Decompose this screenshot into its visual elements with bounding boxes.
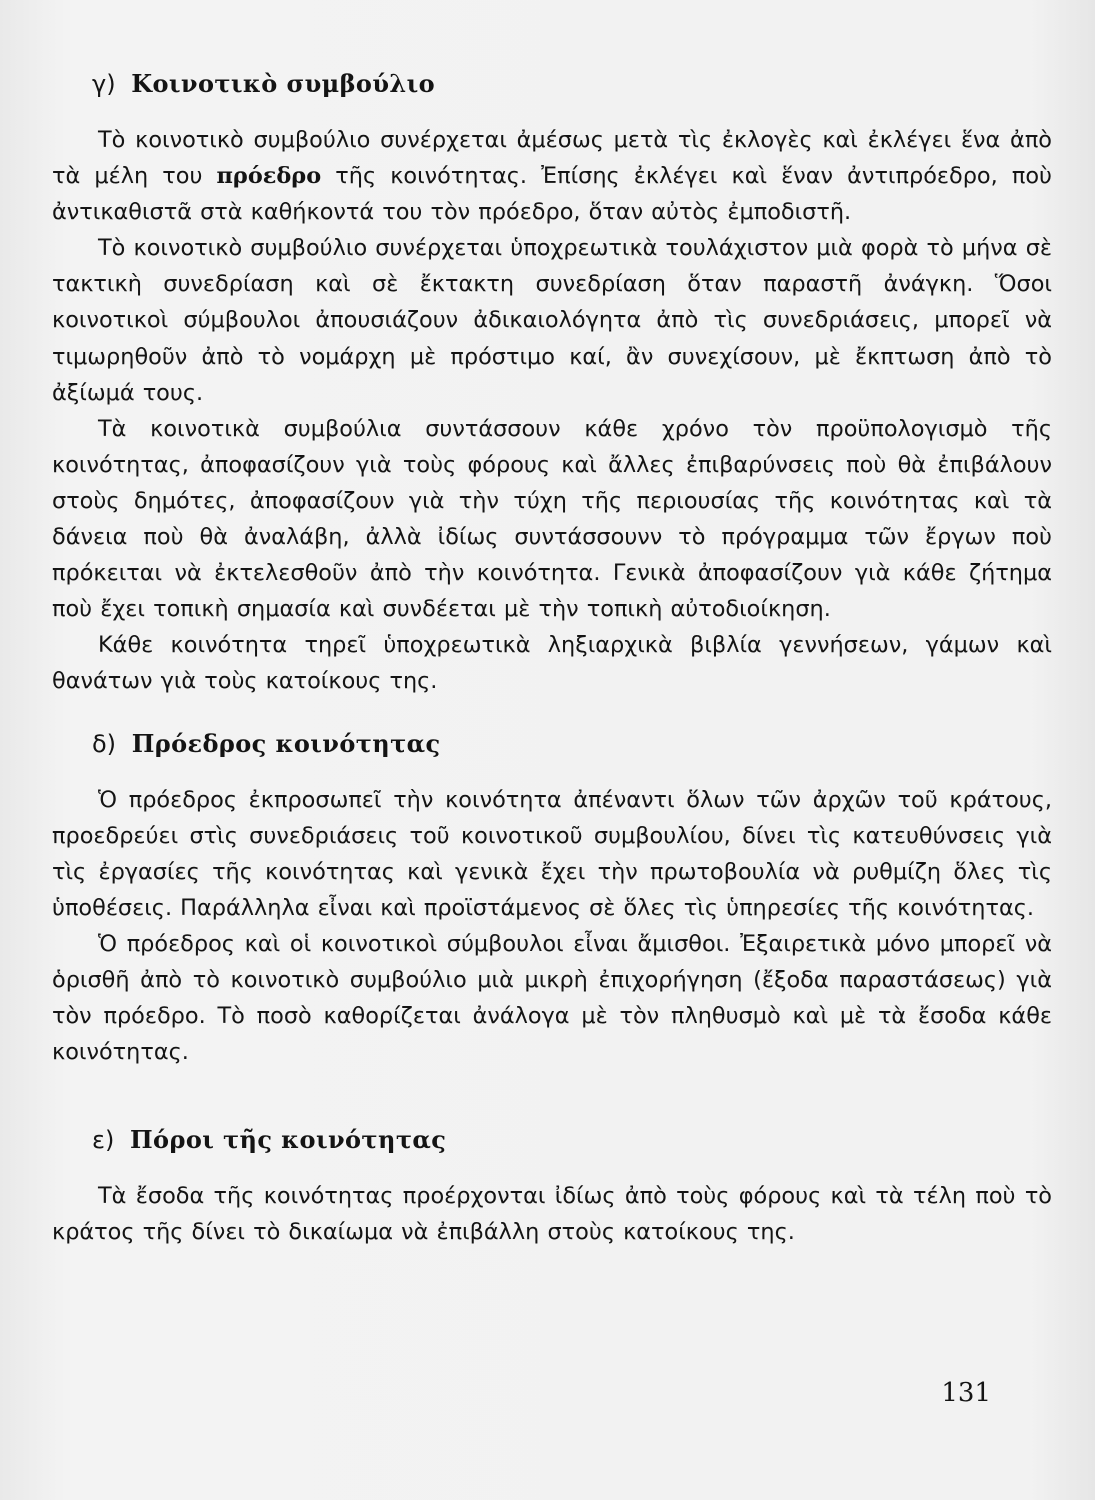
paragraph bbox=[52, 411, 1052, 628]
section-marker: ε) bbox=[92, 1126, 115, 1155]
paragraph bbox=[52, 782, 1052, 926]
paragraph-text: Ὁ πρόεδρος καὶ οἱ κοινοτικοὶ σύμβουλοι εἶναι ἄμισθοι. Ἐξαιρετικὰ μόνο μπορεῖ νὰ ὁρισθῆ ἀπὸ τὸ κοινοτικὸ συμβούλιο μιὰ μικρὴ ἐπιχορήγηση (ἔξοδα παραστάσεως) γιὰ τὸν πρόεδρο. Τὸ ποσὸ καθορίζεται ἀνάλογα μὲ τὸν πληθυσμὸ καὶ μὲ τὰ ἔσοδα κάθε κοινότητας. bbox=[52, 930, 1052, 1066]
paragraph-text: Κάθε κοινότητα τηρεῖ ὑποχρεωτικὰ ληξιαρχικὰ βιβλία γεννήσεων, γάμων καὶ θανάτων γιὰ τοὺς κατοίκους της. bbox=[52, 632, 1052, 695]
section-title: Πόροι τῆς κοινότητας bbox=[129, 1125, 447, 1155]
paragraph bbox=[52, 1178, 1052, 1250]
paragraph bbox=[52, 926, 1052, 1070]
paragraph-text: Τὸ κοινοτικὸ συμβούλιο συνέρχεται ὑποχρεωτικὰ τουλάχιστον μιὰ φορὰ τὸ μήνα σὲ τακτικὴ συνεδρίαση καὶ σὲ ἔκτακτη συνεδρίαση ὅταν παραστῆ ἀνάγκη. Ὅσοι κοινοτικοὶ σύμβουλοι ἀπουσιάζουν ἀδικαιολόγητα ἀπὸ τὶς συνεδριάσεις, μπορεῖ νὰ τιμωρηθοῦν ἀπὸ τὸ νομάρχη μὲ πρόστιμο καί, ἂν συνεχίσουν, μὲ ἔκπτωση ἀπὸ τὸ ἀξίωμά τους. bbox=[52, 235, 1052, 406]
paragraph-text-start: Τὸ κοινοτικὸ συμβούλιο συνέρχεται ἀμέσως μετὰ τὶς ἐκλογὲς καὶ ἐκλέγει ἕνα ἀπὸ τὰ μέλη του bbox=[52, 127, 1052, 190]
paragraph-text-end: τῆς κοινότητας. Ἐπίσης ἐκλέγει καὶ ἕναν ἀντιπρόεδρο, ποὺ ἀντικαθιστᾶ στὰ καθήκοντά του τὸν πρόεδρο, ὅταν αὐτὸς ἐμποδιστῆ. bbox=[52, 163, 1052, 226]
paragraph-text: Τὰ ἔσοδα τῆς κοινότητας προέρχονται ἰδίως ἀπὸ τοὺς φόρους καὶ τὰ τέλη ποὺ τὸ κράτος τῆς δίνει τὸ δικαίωμα νὰ ἐπιβάλλη στοὺς κατοίκους της. bbox=[52, 1183, 1052, 1246]
paragraph bbox=[52, 627, 1052, 699]
section-title: Κοινοτικὸ συμβούλιο bbox=[131, 69, 436, 98]
section-heading-resources bbox=[92, 1122, 1052, 1158]
page-number: 131 bbox=[941, 1378, 991, 1408]
section-heading-president bbox=[92, 726, 1052, 762]
paragraph bbox=[52, 230, 1052, 410]
paragraph bbox=[52, 122, 1052, 230]
section-title: Πρόεδρος κοινότητας bbox=[131, 728, 441, 758]
paragraph-text: Ὁ πρόεδρος ἐκπροσωπεῖ τὴν κοινότητα ἀπέναντι ὅλων τῶν ἀρχῶν τοῦ κράτους, προεδρεύει στὶς συνεδριάσεις τοῦ κοινοτικοῦ συμβουλίου, δίνει τὶς κατευθύνσεις γιὰ τὶς ἐργασίες τῆς κοινότητας καὶ γενικὰ ἔχει τὴν πρωτοβουλία νὰ ρυθμίζη ὅλες τὶς ὑποθέσεις. Παράλληλα εἶναι καὶ προϊστάμενος σὲ ὅλες τὶς ὑπηρεσίες τῆς κοινότητας. bbox=[52, 786, 1052, 921]
section-heading-council bbox=[92, 66, 1052, 102]
bold-term: πρόεδρο bbox=[216, 163, 322, 190]
page-content bbox=[52, 66, 1052, 1250]
paragraph-text: Τὰ κοινοτικὰ συμβούλια συντάσσουν κάθε χρόνο τὸν προϋπολογισμὸ τῆς κοινότητας, ἀποφασίζουν γιὰ τοὺς φόρους καὶ ἄλλες ἐπιβαρύνσεις ποὺ θὰ ἐπιβάλουν στοὺς δημότες, ἀποφασίζουν γιὰ τὴν τύχη τῆς περιουσίας τῆς κοινότητας καὶ τὰ δάνεια ποὺ θὰ ἀναλάβη, ἀλλὰ ἰδίως συντάσσουνν τὸ πρόγραμμα τῶν ἔργων ποὺ πρόκειται νὰ ἐκτελεσθοῦν ἀπὸ τὴν κοινότητα. Γενικὰ ἀποφασίζουν γιὰ κάθε ζήτημα ποὺ ἔχει τοπικὴ σημασία καὶ συνδέεται μὲ τὴν τοπικὴ αὐτοδιοίκηση. bbox=[52, 415, 1052, 623]
section-marker: δ) bbox=[92, 729, 117, 758]
section-marker: γ) bbox=[92, 70, 116, 98]
